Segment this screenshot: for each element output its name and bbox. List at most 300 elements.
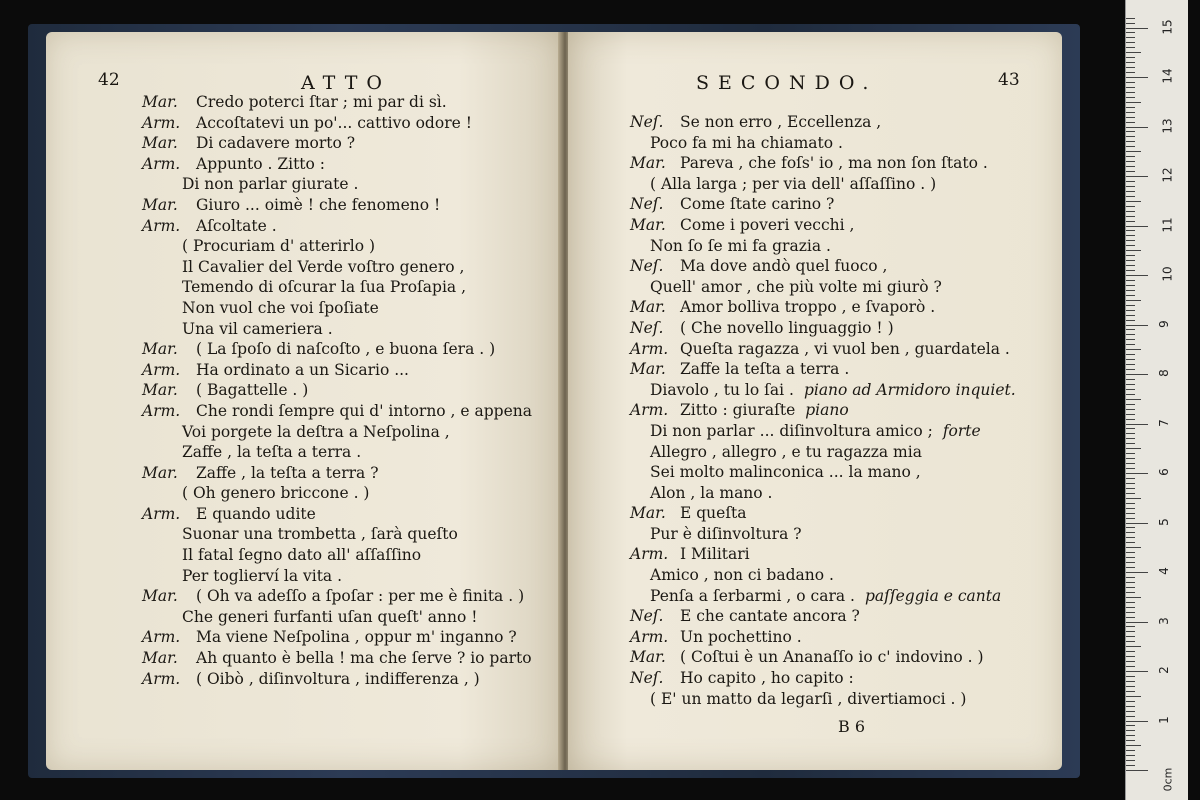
ruler-tick: [1126, 354, 1135, 355]
ruler-number: 8: [1156, 369, 1171, 377]
text-line: [46, 380, 562, 401]
text-line: [568, 586, 1062, 607]
text-line: [568, 627, 1062, 648]
verse-text: Zaffe la teſta a terra .: [680, 360, 850, 379]
ruler-tick: [1126, 681, 1135, 682]
speaker-label: Mar.: [142, 134, 178, 153]
speaker-label: Arm.: [142, 628, 181, 647]
verse-text: Suonar una trombetta , ſarà queſto: [182, 525, 458, 544]
ruler-tick: [1126, 260, 1135, 261]
left-page-number: 42: [98, 70, 120, 90]
ruler-tick: [1126, 527, 1135, 528]
speaker-label: Arm.: [630, 627, 669, 646]
text-line: [568, 339, 1062, 360]
ruler-tick: [1126, 72, 1135, 73]
verse-text: Ma dove andò quel fuoco ,: [680, 257, 888, 276]
ruler-tick: [1126, 676, 1135, 677]
ruler-tick: [1126, 127, 1148, 128]
verse-text: Amico , non ci badano .: [650, 566, 834, 585]
stage-direction: forte: [942, 421, 981, 440]
ruler-tick: [1126, 458, 1135, 459]
text-line: [46, 648, 562, 669]
ruler-tick: [1126, 310, 1135, 311]
text-line: [46, 92, 562, 113]
verse-text: ( Alla larga ; per via dell' aſſaſſino . ): [650, 174, 937, 193]
ruler-tick: [1126, 404, 1135, 405]
verse-text: Temendo di oſcurar la ſua Proſapia ,: [182, 278, 467, 297]
speaker-label: Arm.: [142, 669, 181, 688]
ruler-tick: [1126, 666, 1135, 667]
verse-text: Per toglierví la vita .: [182, 566, 343, 585]
ruler-tick: [1126, 518, 1135, 519]
ruler-tick: [1126, 290, 1135, 291]
verse-text: ( La ſpoſo di naſcoſto , e buona ſera . ): [196, 340, 496, 359]
speaker-label: Neſ.: [630, 669, 664, 688]
text-line: [568, 318, 1062, 339]
text-line: [568, 503, 1062, 524]
ruler-tick: [1126, 18, 1135, 19]
ruler-number: 4: [1156, 567, 1171, 575]
ruler-tick: [1126, 433, 1135, 434]
text-line: [568, 524, 1062, 545]
ruler-tick: [1126, 87, 1135, 88]
ruler-tick: [1126, 23, 1135, 24]
ruler-tick: [1126, 339, 1135, 340]
ruler-tick: [1126, 765, 1135, 766]
text-line: [568, 236, 1062, 257]
ruler-tick: [1126, 438, 1135, 439]
ruler-tick: [1126, 57, 1135, 58]
left-page: [46, 32, 562, 770]
ruler-tick: [1126, 735, 1135, 736]
speaker-label: Neſ.: [630, 195, 664, 214]
ruler-tick: [1126, 146, 1135, 147]
ruler-tick: [1126, 557, 1135, 558]
verse-text: Appunto . Zitto :: [196, 154, 326, 173]
speaker-label: Arm.: [630, 339, 669, 358]
verse-text: Aſcoltate .: [196, 216, 277, 235]
ruler-tick: [1126, 473, 1148, 474]
ruler-tick: [1126, 320, 1135, 321]
ruler-tick: [1126, 364, 1135, 365]
verse-text: ( Bagattelle . ): [196, 381, 309, 400]
ruler-tick: [1126, 547, 1141, 548]
ruler-tick: [1126, 176, 1148, 177]
ruler-tick: [1126, 448, 1141, 449]
ruler-tick: [1126, 617, 1135, 618]
ruler-tick: [1126, 696, 1141, 697]
ruler-tick: [1126, 701, 1135, 702]
ruler-tick: [1126, 428, 1135, 429]
ruler-tick: [1126, 537, 1135, 538]
text-line: [568, 194, 1062, 215]
verse-text: Voi porgete la deſtra a Neſpolina ,: [182, 422, 450, 441]
speaker-label: Arm.: [630, 401, 669, 420]
right-text-block: [568, 112, 1062, 709]
ruler-tick: [1126, 532, 1135, 533]
text-line: [568, 668, 1062, 689]
speaker-label: Mar.: [142, 649, 178, 668]
ruler-tick: [1126, 141, 1135, 142]
speaker-label: Neſ.: [630, 113, 664, 131]
verse-text: Che generi furfanti uſan queſt' anno !: [182, 607, 478, 626]
text-line: [46, 545, 562, 566]
verse-text: Amor bolliva troppo , e ſvaporò .: [680, 298, 936, 317]
ruler-tick: [1126, 389, 1135, 390]
ruler-tick: [1126, 201, 1141, 202]
text-line: [46, 586, 562, 607]
ruler-tick: [1126, 216, 1135, 217]
ruler-tick: [1126, 716, 1135, 717]
ruler-tick: [1126, 542, 1135, 543]
text-line: [46, 195, 562, 216]
speaker-label: Arm.: [630, 545, 669, 564]
speaker-label: Mar.: [630, 360, 666, 379]
ruler-tick: [1126, 745, 1141, 746]
text-line: [568, 153, 1062, 174]
stage-direction: piano ad Armidoro inquiet.: [803, 380, 1016, 399]
speaker-label: Mar.: [142, 340, 178, 359]
ruler-tick: [1126, 394, 1135, 395]
left-text-block: [46, 92, 562, 689]
text-line: [568, 647, 1062, 668]
text-line: [568, 421, 1062, 442]
text-line: [568, 256, 1062, 277]
ruler-tick: [1126, 651, 1135, 652]
ruler-tick: [1126, 755, 1135, 756]
ruler-number: 13: [1160, 117, 1175, 134]
ruler-tick: [1126, 686, 1135, 687]
verse-text: Di cadavere morto ?: [196, 134, 356, 153]
ruler-tick: [1126, 240, 1135, 241]
text-line: [46, 216, 562, 237]
text-line: [46, 627, 562, 648]
stage-direction: piano: [805, 401, 849, 420]
ruler-tick: [1126, 230, 1135, 231]
ruler-number: 3: [1156, 616, 1171, 625]
ruler-tick: [1126, 631, 1135, 632]
verse-text: Se non erro , Eccellenza ,: [680, 113, 882, 131]
verse-text: ( Oh va adeſſo a ſpoſar : per me è finita . ): [196, 587, 525, 606]
verse-text: Zitto : giuraſte: [680, 401, 796, 420]
text-line: [46, 607, 562, 628]
speaker-label: Arm.: [142, 113, 181, 132]
verse-text: Giuro ... oimè ! che fenomeno !: [196, 195, 441, 214]
ruler-tick: [1126, 166, 1135, 167]
text-line: [568, 565, 1062, 586]
ruler-tick: [1126, 493, 1135, 494]
speaker-label: Mar.: [630, 154, 666, 173]
verse-text: Accoſtatevi un po'... cattivo odore !: [196, 113, 472, 132]
ruler-number: 14: [1160, 68, 1175, 84]
text-line: [46, 483, 562, 504]
verse-text: Di non parlar giurate .: [182, 175, 359, 194]
verse-text: Un pochettino .: [680, 627, 802, 646]
ruler-tick: [1126, 646, 1141, 647]
open-book: [28, 24, 1080, 778]
verse-text: Alon , la mano .: [650, 483, 773, 502]
verse-text: Come ſtate carino ?: [680, 195, 835, 214]
speaker-label: Neſ.: [630, 318, 664, 337]
ruler-tick: [1126, 112, 1135, 113]
ruler-tick: [1126, 498, 1141, 499]
ruler-tick: [1126, 52, 1141, 53]
ruler-tick: [1126, 597, 1141, 598]
text-line: [568, 483, 1062, 504]
ruler-tick: [1126, 592, 1135, 593]
ruler-tick: [1126, 760, 1135, 761]
verse-text: ( Che novello linguaggio ! ): [680, 318, 894, 337]
ruler-tick: [1126, 32, 1135, 33]
ruler-tick: [1126, 552, 1135, 553]
text-line: [46, 442, 562, 463]
ruler-tick: [1126, 42, 1135, 43]
speaker-label: Mar.: [142, 381, 178, 400]
ruler-tick: [1126, 463, 1135, 464]
speaker-label: Mar.: [142, 587, 178, 606]
ruler-tick: [1126, 92, 1135, 93]
ruler-tick: [1126, 329, 1135, 330]
speaker-label: Mar.: [630, 298, 666, 317]
ruler-tick: [1126, 636, 1135, 637]
speaker-label: Arm.: [142, 154, 181, 173]
verse-text: Di non parlar ... diſinvoltura amico ;: [650, 421, 933, 440]
verse-text: Non ſo ſe mi fa grazia .: [650, 236, 831, 255]
ruler-number: 5: [1156, 517, 1171, 526]
ruler-tick: [1126, 725, 1135, 726]
ruler-tick: [1126, 730, 1135, 731]
ruler-tick: [1126, 607, 1135, 608]
ruler-tick: [1126, 577, 1135, 578]
text-line: [46, 154, 562, 175]
ruler-tick: [1126, 602, 1135, 603]
ruler-tick: [1126, 161, 1135, 162]
verse-text: E che cantate ancora ?: [680, 607, 860, 626]
verse-text: ( E' un matto da legarſi , divertiamoci . ): [650, 689, 967, 708]
speaker-label: Mar.: [142, 195, 178, 214]
ruler-tick: [1126, 691, 1135, 692]
ruler-tick: [1126, 181, 1135, 182]
ruler-tick: [1126, 706, 1135, 707]
verse-text: Pur è diſinvoltura ?: [650, 524, 802, 543]
stage-direction: paſſeggia e canta: [864, 586, 1002, 605]
text-line: [568, 112, 1062, 133]
verse-text: I Militari: [680, 545, 750, 564]
text-line: [46, 566, 562, 587]
ruler-tick: [1126, 349, 1141, 350]
ruler-tick: [1126, 587, 1135, 588]
ruler-tick: [1126, 740, 1135, 741]
ruler-number: 6: [1156, 468, 1171, 476]
ruler-tick: [1126, 131, 1135, 132]
text-line: [46, 319, 562, 340]
verse-text: Queſta ragazza , vi vuol ben , guardatela .: [680, 339, 1010, 358]
verse-text: Una vil cameriera .: [182, 319, 333, 338]
verse-text: Il Cavalier del Verde voſtro genero ,: [182, 257, 465, 276]
ruler-tick: [1126, 270, 1135, 271]
verse-text: ( Coſtui è un Ananaſſo io c' indovino . ): [680, 648, 984, 667]
verse-text: Non vuol che voi ſpoſiate: [182, 298, 379, 317]
ruler-tick: [1126, 280, 1135, 281]
ruler-tick: [1126, 750, 1135, 751]
ruler-tick: [1126, 409, 1135, 410]
ruler-tick: [1126, 770, 1148, 771]
ruler-tick: [1126, 374, 1148, 375]
ruler-tick: [1126, 468, 1135, 469]
ruler-tick: [1126, 265, 1135, 266]
verse-text: Sei molto malinconica ... la mano ,: [650, 463, 921, 482]
ruler-tick: [1126, 414, 1135, 415]
ruler-tick: [1126, 656, 1135, 657]
ruler-tick: [1126, 235, 1135, 236]
ruler-tick: [1126, 359, 1135, 360]
verse-text: E queſta: [680, 504, 747, 523]
verse-text: Poco fa mi ha chiamato .: [650, 133, 843, 152]
signature-mark: B 6: [838, 717, 866, 736]
ruler-tick: [1126, 28, 1148, 29]
text-line: [568, 297, 1062, 318]
ruler-tick: [1126, 641, 1135, 642]
ruler-tick: [1126, 37, 1135, 38]
verse-text: Credo poterci ſtar ; mi par di sì.: [196, 93, 447, 111]
ruler-tick: [1126, 661, 1135, 662]
ruler-number: 11: [1160, 216, 1175, 233]
ruler-tick: [1126, 424, 1148, 425]
ruler-tick: [1126, 107, 1135, 108]
verse-text: Ma viene Neſpolina , oppur m' inganno ?: [196, 628, 517, 647]
ruler-tick: [1126, 186, 1135, 187]
ruler-tick: [1126, 77, 1148, 78]
text-line: [46, 113, 562, 134]
ruler-tick: [1126, 443, 1135, 444]
text-line: [46, 339, 562, 360]
ruler-tick: [1126, 250, 1141, 251]
ruler-number: 10: [1160, 266, 1175, 282]
ruler-tick: [1126, 226, 1148, 227]
ruler-tick: [1126, 196, 1135, 197]
speaker-label: Arm.: [142, 401, 181, 420]
ruler-tick: [1126, 285, 1135, 286]
ruler-tick: [1126, 379, 1135, 380]
ruler-tick: [1126, 67, 1135, 68]
ruler-tick: [1126, 136, 1135, 137]
text-line: [46, 174, 562, 195]
ruler-unit-label: 0cm: [1161, 767, 1175, 792]
text-line: [568, 689, 1062, 710]
text-line: [46, 669, 562, 690]
speaker-label: Mar.: [142, 463, 178, 482]
ruler-tick: [1126, 721, 1148, 722]
speaker-label: Arm.: [142, 360, 181, 379]
text-line: [568, 462, 1062, 483]
ruler-tick: [1126, 582, 1135, 583]
text-line: [46, 257, 562, 278]
ruler-number: 7: [1156, 418, 1171, 427]
text-line: [46, 422, 562, 443]
text-line: [46, 277, 562, 298]
ruler-tick: [1126, 369, 1135, 370]
ruler-tick: [1126, 255, 1135, 256]
text-line: [568, 359, 1062, 380]
text-line: [46, 236, 562, 257]
ruler-tick: [1126, 97, 1135, 98]
verse-text: Ho capito , ho capito :: [680, 669, 854, 688]
ruler-tick: [1126, 711, 1135, 712]
speaker-label: Mar.: [142, 93, 178, 111]
ruler-tick: [1126, 419, 1135, 420]
right-running-header: SECONDO.: [696, 72, 878, 94]
ruler-tick: [1126, 191, 1135, 192]
text-line: [46, 463, 562, 484]
verse-text: Zaffe , la teſta a terra .: [182, 443, 362, 462]
ruler-tick: [1126, 295, 1135, 296]
ruler-tick: [1126, 47, 1135, 48]
text-line: [568, 544, 1062, 565]
right-page-number: 43: [998, 70, 1020, 90]
verse-text: ( Oh genero briccone . ): [182, 484, 370, 503]
ruler-tick: [1126, 562, 1135, 563]
ruler-number: 9: [1156, 319, 1171, 328]
ruler-tick: [1126, 523, 1148, 524]
ruler-tick: [1126, 325, 1148, 326]
ruler-tick: [1126, 82, 1135, 83]
ruler-tick: [1126, 478, 1135, 479]
ruler-tick: [1126, 622, 1148, 623]
ruler-tick: [1126, 567, 1135, 568]
ruler-number: 12: [1160, 167, 1175, 183]
ruler-tick: [1126, 483, 1135, 484]
ruler-tick: [1126, 305, 1135, 306]
ruler-tick: [1126, 384, 1135, 385]
ruler-tick: [1126, 612, 1135, 613]
verse-text: Diavolo , tu lo ſai .: [650, 380, 794, 399]
ruler-tick: [1126, 315, 1135, 316]
text-line: [46, 360, 562, 381]
ruler-tick: [1126, 102, 1141, 103]
verse-text: Zaffe , la teſta a terra ?: [196, 463, 379, 482]
right-page: [568, 32, 1062, 770]
ruler-tick: [1126, 171, 1135, 172]
verse-text: Che rondi ſempre qui d' intorno , e appena: [196, 401, 532, 420]
text-line: [46, 133, 562, 154]
speaker-label: Arm.: [142, 216, 181, 235]
ruler-number: 1: [1156, 715, 1171, 724]
ruler-tick: [1126, 344, 1135, 345]
text-line: [46, 401, 562, 422]
text-line: [46, 298, 562, 319]
ruler-tick: [1126, 122, 1135, 123]
measuring-ruler: [1125, 0, 1188, 800]
ruler-tick: [1126, 62, 1135, 63]
verse-text: Penſa a ſerbarmi , o cara .: [650, 586, 855, 605]
ruler-tick: [1126, 151, 1141, 152]
verse-text: Il fatal ſegno dato all' aſſaſſino: [182, 546, 422, 565]
ruler-tick: [1126, 453, 1135, 454]
text-line: [568, 400, 1062, 421]
speaker-label: Neſ.: [630, 607, 664, 626]
ruler-tick: [1126, 300, 1141, 301]
verse-text: Ha ordinato a un Sicario ...: [196, 360, 409, 379]
speaker-label: Arm.: [142, 504, 181, 523]
ruler-tick: [1126, 245, 1135, 246]
ruler-tick: [1126, 156, 1135, 157]
ruler-tick: [1126, 206, 1135, 207]
text-line: [46, 504, 562, 525]
ruler-tick: [1126, 488, 1135, 489]
speaker-label: Mar.: [630, 215, 666, 234]
ruler-tick: [1126, 513, 1135, 514]
verse-text: ( Procuriam d' atterirlo ): [182, 237, 376, 256]
